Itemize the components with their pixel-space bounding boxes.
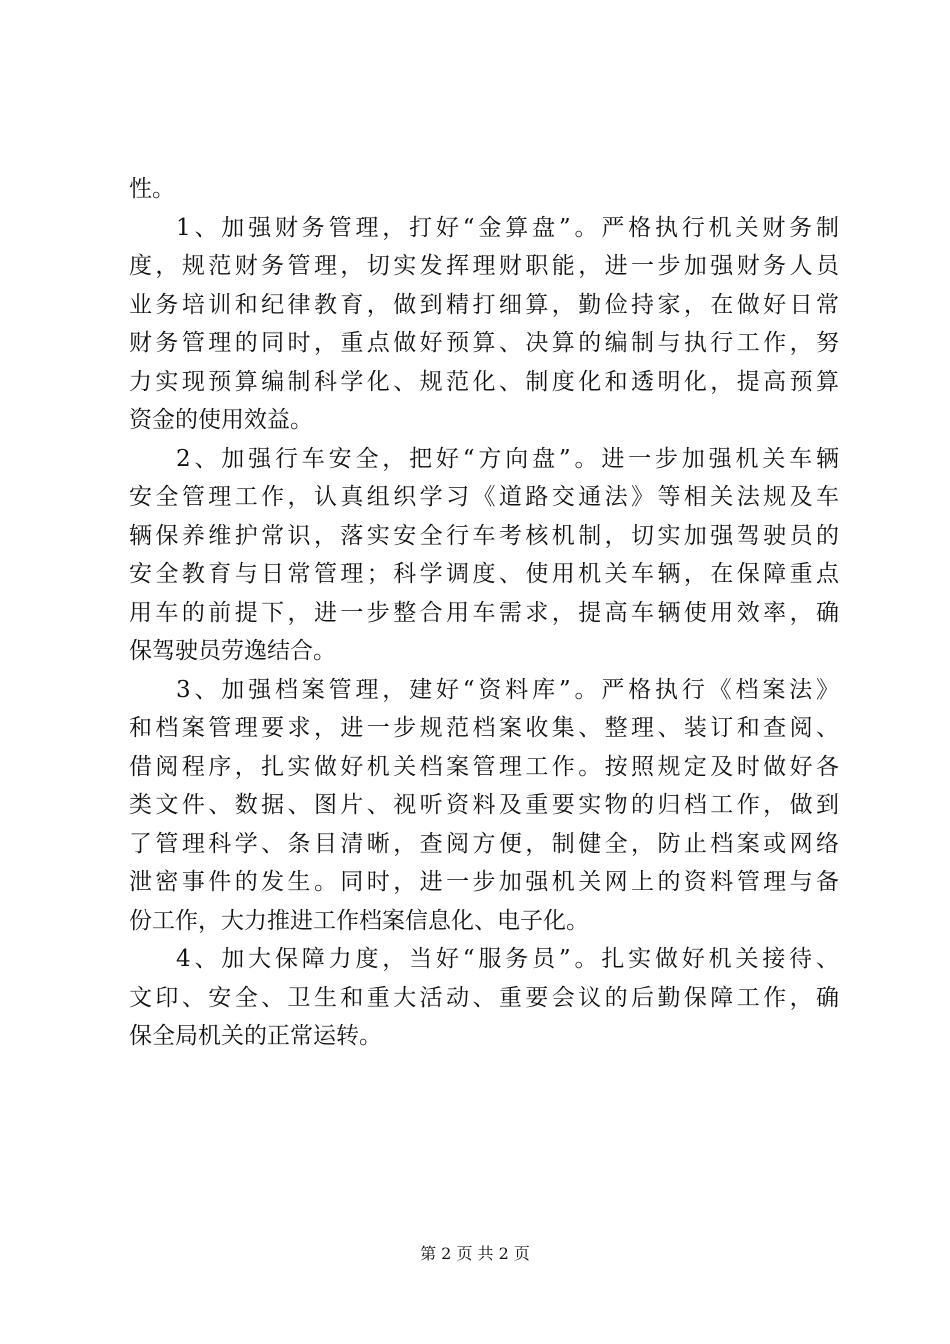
text-line: 性。 — [129, 176, 175, 202]
text-line: 财务管理的同时，重点做好预算、决算的编制与执行工作，努 — [129, 330, 839, 356]
text-line: 度，规范财务管理，切实发挥理财职能，进一步加强财务人员 — [129, 253, 839, 279]
text-line: 类文件、数据、图片、视听资料及重要实物的归档工作，做到 — [129, 792, 839, 818]
text-line: 和档案管理要求，进一步规范档案收集、整理、装订和查阅、 — [129, 715, 839, 741]
page-footer — [0, 1243, 950, 1265]
paragraph-1-first-line: 1、加强财务管理，打好“金算盘”。严格执行机关财务制 — [176, 214, 839, 241]
text-line: 文印、安全、卫生和重大活动、重要会议的后勤保障工作，确 — [129, 984, 839, 1011]
text-line: 力实现预算编制科学化、规范化、制度化和透明化，提高预算 — [129, 368, 839, 395]
text-line: 安全管理工作，认真组织学习《道路交通法》等相关法规及车 — [129, 484, 839, 510]
paragraph-3-first-line: 3、加强档案管理，建好“资料库”。严格执行《档案法》 — [176, 676, 839, 703]
text-line: 业务培训和纪律教育，做到精打细算，勤俭持家，在做好日常 — [129, 291, 839, 318]
text-line: 泄密事件的发生。同时，进一步加强机关网上的资料管理与备 — [129, 869, 839, 895]
document-body — [129, 170, 839, 1056]
text-line: 资金的使用效益。 — [129, 407, 313, 433]
text-line: 安全教育与日常管理；科学调度、使用机关车辆，在保障重点 — [129, 561, 839, 587]
text-line: 了管理科学、条目清晰，查阅方便，制健全，防止档案或网络 — [129, 830, 839, 857]
text-line: 辆保养维护常识，落实安全行车考核机制，切实加强驾驶员的 — [129, 522, 839, 549]
text-line: 借阅程序，扎实做好机关档案管理工作。按照规定及时做好各 — [129, 753, 839, 780]
paragraph-2-first-line: 2、加强行车安全，把好“方向盘”。进一步加强机关车辆 — [176, 445, 839, 472]
text-line: 用车的前提下，进一步整合用车需求，提高车辆使用效率，确 — [129, 599, 839, 626]
text-line: 份工作，大力推进工作档案信息化、电子化。 — [129, 907, 589, 934]
text-line: 保驾驶员劳逸结合。 — [129, 638, 336, 664]
text-line: 保全局机关的正常运转。 — [129, 1023, 382, 1049]
page-number-label: 第 2 页 共 2 页 — [420, 1244, 530, 1263]
paragraph-4-first-line: 4、加大保障力度，当好“服务员”。扎实做好机关接待、 — [176, 946, 839, 972]
